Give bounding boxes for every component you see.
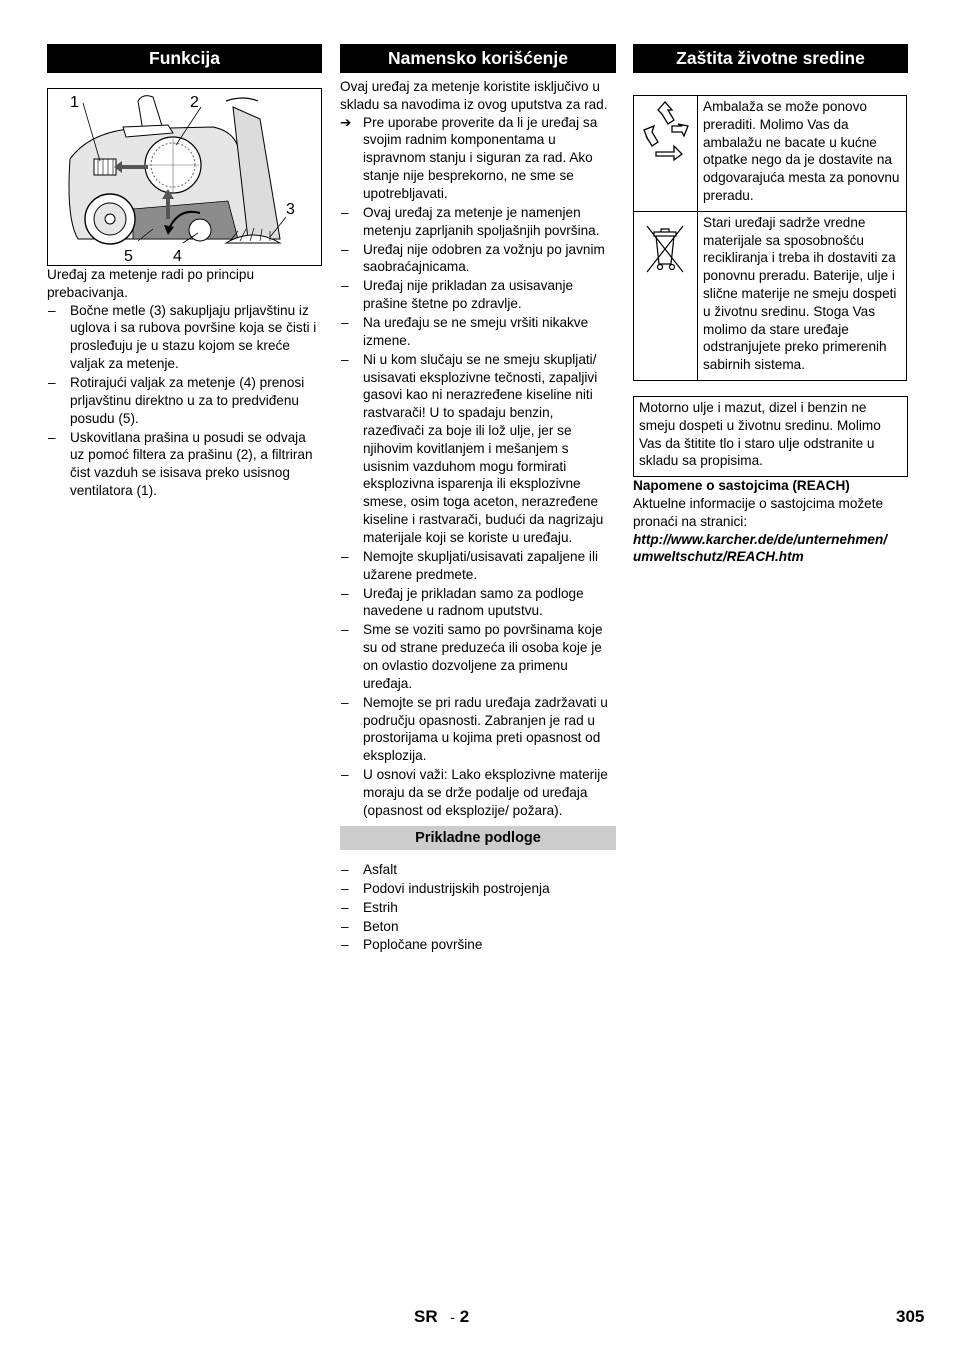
figure-label-2: 2 — [190, 94, 199, 111]
recycle-icon-cell — [634, 96, 698, 212]
function-intro: Uređaj za metenje radi po principu prebacivanja. — [47, 267, 255, 300]
figure-label-1: 1 — [70, 94, 79, 111]
list-item: – Rotirajući valjak za metenje (4) prenosi prljavštinu direktno u za to predviđenu posudu (5). — [47, 374, 322, 427]
reach-link-line-1[interactable]: http://www.karcher.de/de/unternehmen/ — [633, 531, 888, 547]
table-row — [634, 211, 907, 380]
section-title-intended-use: Namensko korišćenje — [340, 44, 616, 73]
intended-use-intro: Ovaj uređaj za metenje koristite isključivo u skladu sa navodima iz ovog uputstva za rad. — [340, 79, 608, 112]
recycle-icon — [634, 96, 696, 166]
crossed-bin-icon — [634, 212, 696, 282]
list-item: – Nemojte se pri radu uređaja zadržavati u području opasnosti. Zabranjen je rad u prostorijama u kojima preti opasnost od eksplozija. — [340, 694, 616, 765]
bin-icon-cell — [634, 211, 698, 380]
reach-link-line-2[interactable]: umweltschutz/REACH.htm — [633, 549, 804, 565]
reach-title: Napomene o sastojcima (REACH) — [633, 478, 850, 494]
column-intended-use — [340, 44, 616, 955]
arrow-item-text: Pre uporabe proverite da li je uređaj sa svojim radnim komponentama u ispravnom stanju i siguran za rad. Ako stanje nije besprekorno, ne sme se upotrebljavati. — [363, 114, 598, 201]
list-item: – Uskovitlana prašina u posudi se odvaja uz pomoć filtera za prašinu (2), a filtriran čist vazduh se isisava preko usisnog ventilatora (1). — [47, 429, 322, 500]
recycle-text: Ambalaža se može ponovo preraditi. Molimo Vas da ambalažu ne bacate u kućne otpatke nego da je dostavite na odgovarajuća mesta za ponovnu preradu. — [698, 96, 907, 212]
section-title-function: Funkcija — [47, 44, 322, 73]
environment-table — [633, 95, 907, 381]
figure-label-3: 3 — [286, 201, 295, 218]
sweeper-illustration — [48, 89, 321, 265]
footer-lang-code: SR — [414, 1307, 438, 1326]
column-environment — [633, 44, 908, 566]
bin-text: Stari uređaji sadrže vredne materijale sa sposobnošću recikliranja i treba ih dostaviti za ponovnu preradu. Baterije, ulje i slične materije ne smeju dospeti u životnu sredinu. Stoga Vas molimo da stare uređaje odstranjujete preko primerenih sabirnih sistema. — [698, 211, 907, 380]
column-function — [47, 44, 322, 501]
section-title-environment: Zaštita životne sredine — [633, 44, 908, 73]
list-item: – U osnovi važi: Lako eksplozivne materije moraju da se drže podalje od uređaja (opasnost od eksplozije/ požara). — [340, 766, 616, 819]
subsection-title-surfaces: Prikladne podloge — [340, 826, 616, 850]
surfaces-list — [340, 861, 616, 955]
list-item: – Bočne metle (3) sakupljaju prljavštinu iz uglova i sa rubova površine koja se čisti i prosleđuju je u stazu kojom se kreće valjak za metenje. — [47, 302, 322, 373]
list-item: – Uređaj je prikladan samo za podloge navedene u radnom uputstvu. — [340, 585, 616, 621]
list-item: – Estrih — [340, 899, 616, 917]
list-item: – Sme se voziti samo po površinama koje su od strane preduzeća ili osoba koje je on ovlastio dozvoljene za primenu uređaja. — [340, 621, 616, 692]
arrow-right-icon: ➔ — [340, 114, 352, 130]
list-item: – Nemojte skupljati/usisavati zapaljene ili užarene predmete. — [340, 548, 616, 584]
list-item: – Uređaj nije prikladan za usisavanje prašine štetne po zdravlje. — [340, 277, 616, 313]
oil-notice-box: Motorno ulje i mazut, dizel i benzin ne smeju dospeti u životnu sredinu. Molimo Vas da štitite tlo i staro ulje odstranite u skladu sa propisima. — [633, 396, 908, 477]
list-item: – Na uređaju se ne smeju vršiti nikakve izmene. — [340, 314, 616, 350]
intended-use-list — [340, 204, 616, 820]
function-list — [47, 302, 322, 500]
list-item: – Popločane površine — [340, 936, 616, 954]
list-item: – Uređaj nije odobren za vožnju po javnim saobraćajnicama. — [340, 241, 616, 277]
list-item: – Ovaj uređaj za metenje je namenjen metenju zaprljanih spoljašnjih površina. — [340, 204, 616, 240]
figure-label-4: 4 — [173, 248, 182, 265]
footer-separator-dash: - — [450, 1309, 456, 1325]
footer-language — [414, 1307, 469, 1327]
list-item: – Ni u kom slučaju se ne smeju skupljati/ usisavati eksplozivne tečnosti, zapaljivi gasovi kao ni nerazređene kiseline niti rastvarači! U to spadaju benzin, razeđivači za boje ili lož ulje, jer se njihovim kovitlanjem i mešanjem s usisnim vazduhom mogu formirati eksplozivna isparenja ili eksplozivne smese, osim toga aceton, nerazređene kiseline i rastvarači, budući da nagrizaju materijale koji se koriste u uređaju. — [340, 351, 616, 547]
page-number: 305 — [896, 1307, 925, 1326]
list-item: – Podovi industrijskih postrojenja — [340, 880, 616, 898]
footer-section-number: 2 — [459, 1307, 470, 1326]
reach-text: Aktuelne informacije o sastojcima možete pronaći na stranici: — [633, 495, 884, 529]
arrow-item — [340, 114, 616, 203]
figure-label-5: 5 — [124, 248, 133, 265]
list-item: – Asfalt — [340, 861, 616, 879]
sweeper-figure — [47, 88, 322, 266]
table-row — [634, 96, 907, 212]
list-item: – Beton — [340, 918, 616, 936]
